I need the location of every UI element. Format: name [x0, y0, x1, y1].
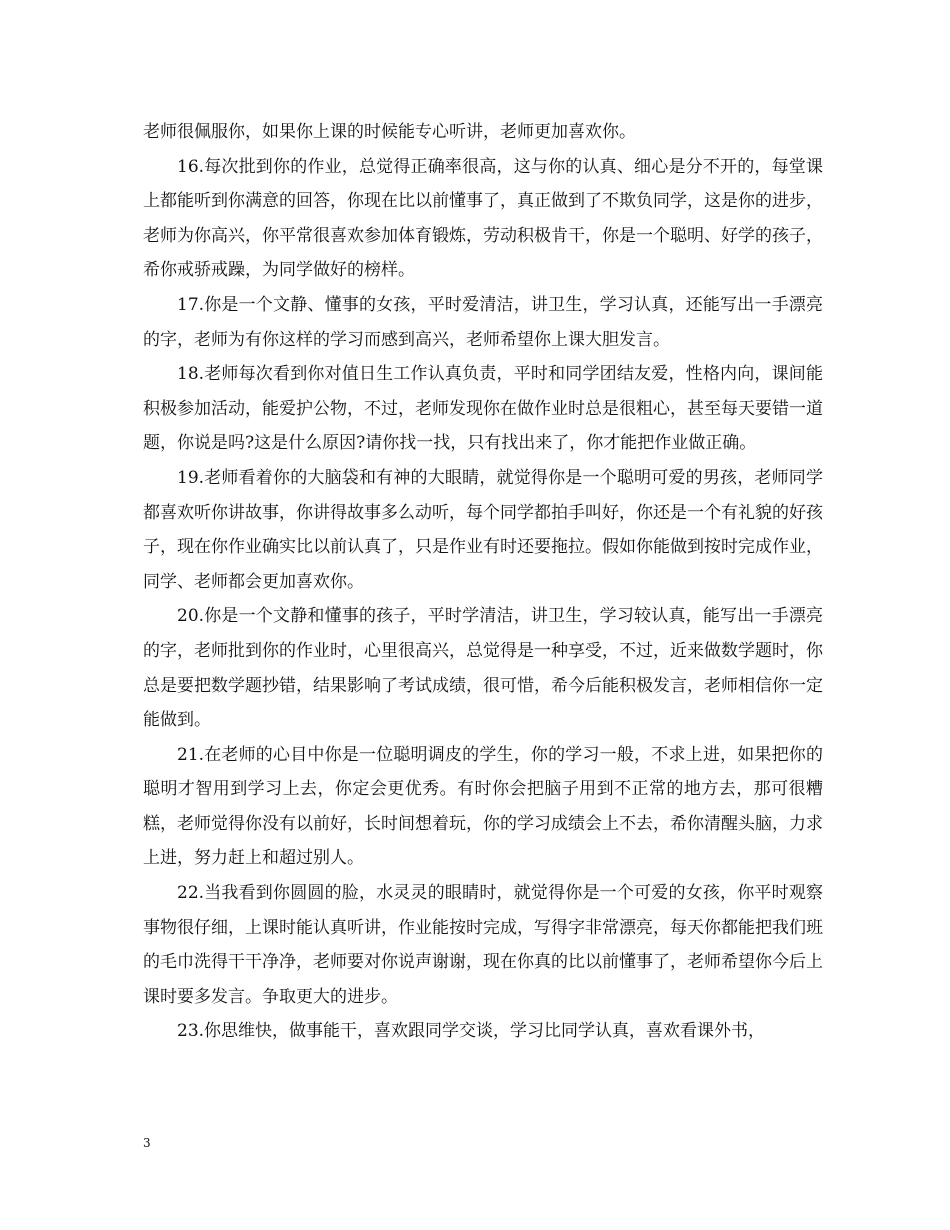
page-number: 3 [143, 1136, 151, 1150]
paragraph-23: 23.你思维快，做事能干，喜欢跟同学交谈，学习比同学认真，喜欢看课外书， [177, 1021, 766, 1042]
paragraph-continued: 老师很佩服你，如果你上课的时候能专心听讲，老师更加喜欢你。 [143, 122, 636, 142]
body-text [143, 115, 823, 1049]
paragraph-17: 17.你是一个文静、懂事的女孩，平时爱清洁，讲卫生，学习认真，还能写出一手漂亮的字，老师为有你这样的学习而感到高兴，老师希望你上课大胆发言。 [143, 294, 823, 350]
paragraph-21: 21.在老师的心目中你是一位聪明调皮的学生，你的学习一般，不求上进，如果把你的聪明才智用到学习上去，你定会更优秀。有时你会把脑子用到不正常的地方去，那可很糟糕，老师觉得你没有以前好，长时间想着玩，你的学习成绩会上不去，希你清醒头脑，力求上进，努力赶上和超过别人。 [143, 744, 823, 869]
paragraph-22: 22.当我看到你圆圆的脸，水灵灵的眼睛时，就觉得你是一个可爱的女孩，你平时观察事物很仔细，上课时能认真听讲，作业能按时完成，写得字非常漂亮，每天你都能把我们班的毛巾洗得干干净净，老师要对你说声谢谢，现在你真的比以前懂事了，老师希望你今后上课时要多发言。争取更大的进步。 [143, 883, 823, 1007]
paragraph-19: 19.老师看着你的大脑袋和有神的大眼睛，就觉得你是一个聪明可爱的男孩，老师同学都喜欢听你讲故事，你讲得故事多么动听，每个同学都拍手叫好，你还是一个有礼貌的好孩子，现在你作业确实比以前认真了，只是作业有时还要拖拉。假如你能做到按时完成作业，同学、老师都会更加喜欢你。 [143, 467, 823, 592]
paragraph-20: 20.你是一个文静和懂事的孩子，平时学清洁，讲卫生，学习较认真，能写出一手漂亮的字，老师批到你的作业时，心里很高兴，总觉得是一种享受，不过，近来做数学题时，你总是要把数学题抄错，结果影响了考试成绩，很可惜，希今后能积极发言，老师相信你一定能做到。 [143, 606, 823, 731]
paragraph-16: 16.每次批到你的作业，总觉得正确率很高，这与你的认真、细心是分不开的，每堂课上都能听到你满意的回答，你现在比以前懂事了，真正做到了不欺负同学，这是你的进步，老师为你高兴，你平常很喜欢参加体育锻炼，劳动积极肯干，你是一个聪明、好学的孩子，希你戒骄戒躁，为同学做好的榜样。 [143, 156, 823, 281]
paragraph-18: 18.老师每次看到你对值日生工作认真负责，平时和同学团结友爱，性格内向，课间能积极参加活动，能爱护公物，不过，老师发现你在做作业时总是很粗心，甚至每天要错一道题，你说是吗?这是什么原因?请你找一找，只有找出来了，你才能把作业做正确。 [143, 364, 823, 454]
